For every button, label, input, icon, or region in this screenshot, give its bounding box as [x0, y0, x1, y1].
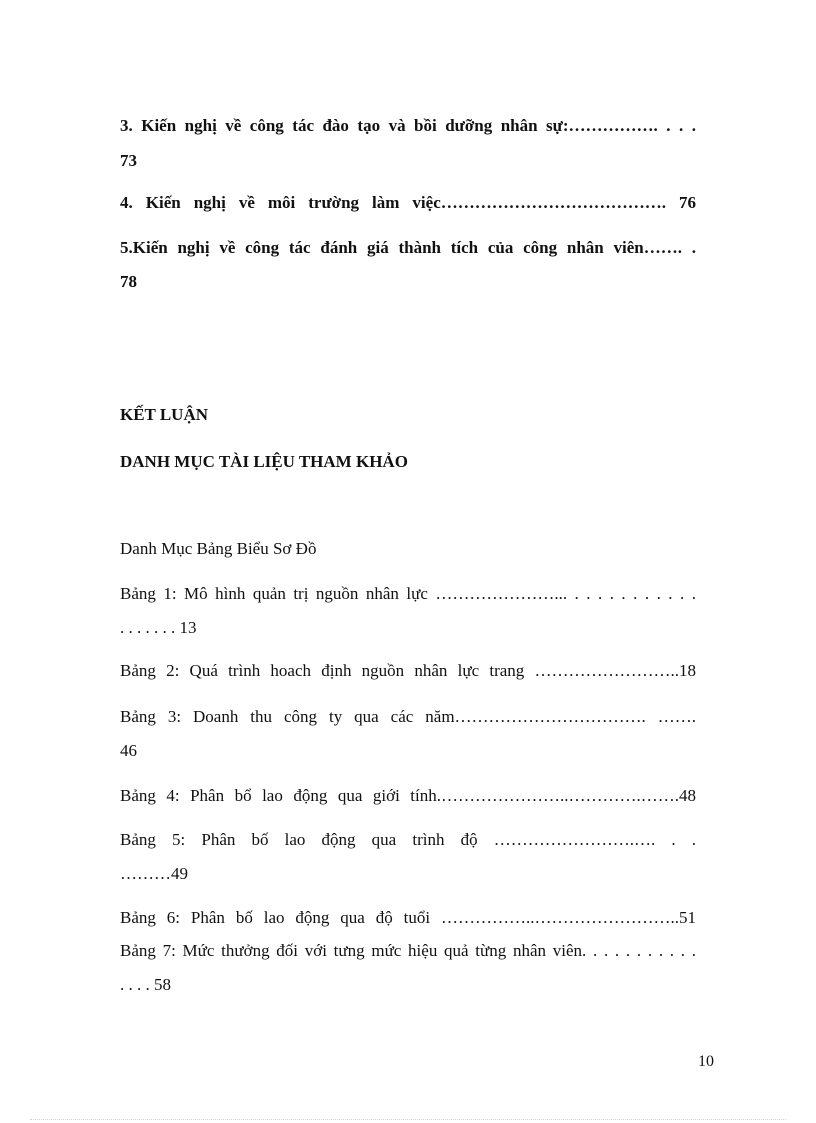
table-entry-3-page: 46	[120, 741, 137, 760]
table-entry-5-page: ………49	[120, 864, 188, 883]
conclusion-heading: KẾT LUẬN	[120, 405, 209, 424]
table-entry-2-line1: Bảng 2: Quá trình hoach định nguồn nhân lực trang ……………………..18	[120, 661, 696, 680]
table-entry-6-line1: Bảng 6: Phân bố lao động qua độ tuổi ……………..……………………..51	[120, 908, 696, 927]
table-entry-7-page: . . . . 58	[120, 975, 171, 994]
page-number: 10	[698, 1053, 714, 1070]
page-bottom-divider	[30, 1119, 786, 1120]
toc-item-5-page: 78	[120, 272, 137, 291]
table-entry-5-line1: Bảng 5: Phân bố lao động qua trình độ …………………….…. . .	[120, 830, 696, 849]
table-entry-7-line1: Bảng 7: Mức thưởng đối với tưng mức hiệu quả từng nhân viên. . . . . . . . . . .	[120, 941, 696, 960]
tables-list-heading: Danh Mục Bảng Biểu Sơ Đồ	[120, 539, 317, 558]
toc-item-4-line1: 4. Kiến nghị về môi trường làm việc…………………………………. 76	[120, 193, 696, 212]
toc-item-3-page: 73	[120, 151, 137, 170]
toc-item-5-line1: 5.Kiến nghị về công tác đánh giá thành tích của công nhân viên……. .	[120, 238, 696, 257]
references-heading: DANH MỤC TÀI LIỆU THAM KHẢO	[120, 452, 408, 471]
table-entry-3-line1: Bảng 3: Doanh thu công ty qua các năm……………………………. …….	[120, 707, 696, 726]
table-entry-1-line1: Bảng 1: Mô hình quản trị nguồn nhân lực …………………... . . . . . . . . . . .	[120, 584, 696, 603]
toc-item-3-line1: 3. Kiến nghị về công tác đào tạo và bồi dưỡng nhân sự:……………. . . .	[120, 116, 696, 135]
table-entry-4-line1: Bảng 4: Phân bổ lao động qua giới tính.…………………..………….…….48	[120, 786, 696, 805]
table-entry-1-page: . . . . . . . 13	[120, 618, 197, 637]
